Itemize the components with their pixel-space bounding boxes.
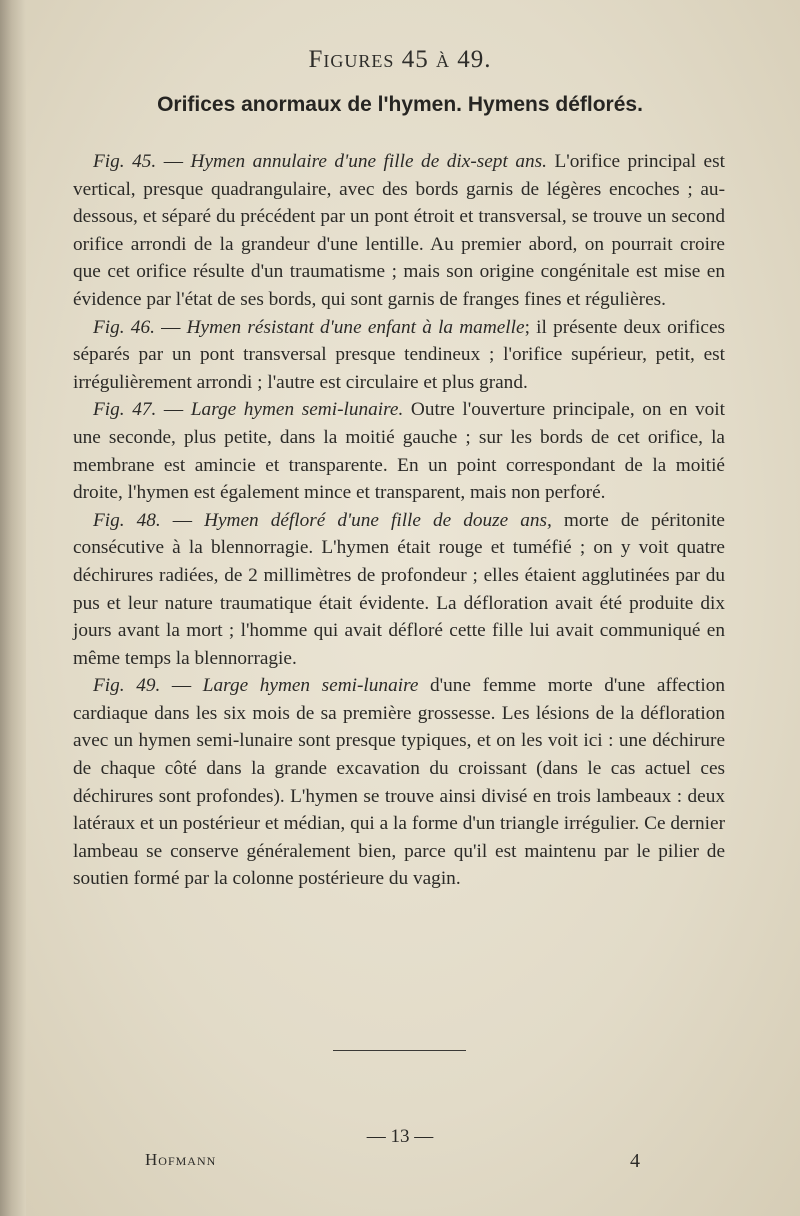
paragraph-text: Outre l'ouverture principale, on en voit une seconde, plus petite, dans la moitié gauche ; sur les bords de cet orifice, la membrane est amincie et transparente. En un point correspondant de la moitié droite, l'hymen est également mince et transparent, mais non perforé. [73,399,725,504]
paragraph-fig-49 [73,672,725,893]
figure-label: Fig. 45. [93,151,157,172]
dash: — [156,399,191,421]
figure-label: Fig. 48. [93,509,161,531]
figure-caption: Hymen résistant d'une enfant à la mamelle [186,316,525,338]
page-title: Orifices anormaux de l'hymen. Hymens déflorés. [157,93,643,116]
paragraph-fig-45 [73,148,725,314]
figure-label: Fig. 49. [93,675,161,697]
dash: — [160,675,203,697]
figure-label: Fig. 46. [93,316,155,338]
figure-caption: Hymen défloré d'une fille de douze ans, [204,509,552,531]
figure-caption: Large hymen semi-lunaire. [190,399,404,421]
paragraph-text: ; il présente deux orifices séparés par un pont transversal presque tendineux ; l'orifice supérieur, petit, est irrégulièrement arrondi ; l'autre est circulaire et plus grand. [73,316,726,393]
paragraph-text: morte de péritonite consécutive à la blennorragie. L'hymen était rouge et tuméfié ; on y voit quatre déchirures radiées, de 2 millimètres de profondeur ; elles étaient agglutinées par du pus et leur nature traumatique était évidente. La défloration avait été produite dix jours avant la mort ; l'homme qui avait défloré cette fille lui avait communiqué en même temps la blennorragie. [73,509,725,669]
paragraph-fig-47 [73,396,725,506]
divider-rule [333,1050,466,1051]
paragraph-fig-48 [73,507,725,673]
printer-signature: Hofmann [145,1150,217,1169]
page-number: — 13 — [366,1126,434,1147]
paragraph-text: d'une femme morte d'une affection cardiaque dans les six mois de sa première grossesse. Les lésions de la défloration avec un hymen semi-lunaire sont presque typiques, et on les voit ici : une déchirure de chaque côté dans la grande excavation du croissant (dans le cas actuel ces déchirures sont profondes). L'hymen se trouve ainsi divisé en trois lambeaux : deux latéraux et un postérieur et médian, qui a la forme d'un triangle irrégulier. Ce dernier lambeau se conserve généralement bien, parce qu'il est maintenu par le pilier de soutien formé par la colonne postérieure du vagin. [73,675,725,890]
paragraph-fig-46 [73,314,725,397]
running-head: Figures 45 à 49. [308,46,492,73]
figure-caption: Hymen annulaire d'une fille de dix-sept ans. [190,151,547,172]
dash: — [160,509,205,531]
body-text [73,148,725,893]
figure-label: Fig. 47. [93,399,157,421]
dash: — [154,316,187,338]
signature-number: 4 [630,1150,640,1172]
figure-caption: Large hymen semi-lunaire [202,675,419,697]
dash: — [156,151,191,172]
paragraph-text: L'orifice principal est vertical, presque quadrangulaire, avec des bords garnis de légères encoches ; au-dessous, et séparé du précédent par un pont étroit et transversal, se trouve un second orifice arrondi de la grandeur d'une lentille. Au premier abord, on pourrait croire que cet orifice résulte d'un traumatisme ; mais son origine congénitale est mise en évidence par l'état de ses bords, qui sont garnis de franges fines et régulières. [73,151,725,310]
